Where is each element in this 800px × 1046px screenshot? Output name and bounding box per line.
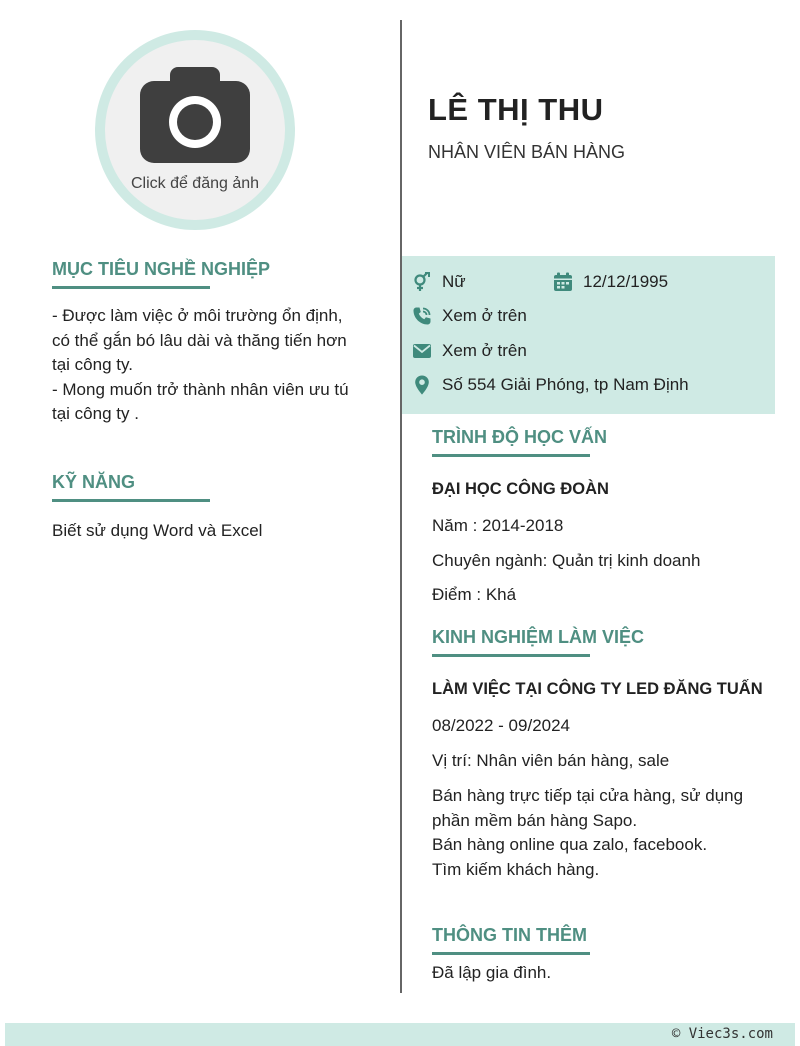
job-title: NHÂN VIÊN BÁN HÀNG xyxy=(428,142,626,162)
avatar[interactable] xyxy=(95,30,295,230)
contact-box xyxy=(402,256,775,414)
education-grade: Điểm : Khá xyxy=(432,585,517,604)
objective-title: MỤC TIÊU NGHỀ NGHIỆP xyxy=(52,259,271,279)
experience-position: Vị trí: Nhân viên bán hàng, sale xyxy=(432,751,670,770)
contact-email xyxy=(412,341,527,361)
phone-value: Xem ở trên xyxy=(442,306,527,325)
footer-bar xyxy=(5,1023,795,1046)
camera-icon xyxy=(140,67,250,163)
experience-description: Bán hàng trực tiếp tại cửa hàng, sử dụng phần mềm bán hàng Sapo. Bán hàng online qua zalo, facebook. Tìm kiếm khách hàng. xyxy=(432,786,744,879)
address-value: Số 554 Giải Phóng, tp Nam Định xyxy=(442,375,689,394)
contact-phone xyxy=(412,306,527,326)
candidate-name: LÊ THỊ THU xyxy=(428,92,604,127)
email-icon xyxy=(412,341,432,361)
experience-rule xyxy=(432,654,590,657)
column-divider xyxy=(400,20,402,993)
experience-company: LÀM VIỆC TẠI CÔNG TY LED ĐĂNG TUẤN xyxy=(432,680,763,698)
gender-icon xyxy=(412,272,432,292)
email-value: Xem ở trên xyxy=(442,341,527,360)
education-years: Năm : 2014-2018 xyxy=(432,516,564,535)
additional-section xyxy=(432,925,777,955)
skills-section xyxy=(52,472,362,544)
skills-rule xyxy=(52,499,210,502)
contact-address xyxy=(412,375,689,395)
gender-value: Nữ xyxy=(442,272,466,291)
education-major: Chuyên ngành: Quản trị kinh doanh xyxy=(432,551,701,570)
skills-text: Biết sử dụng Word và Excel xyxy=(52,521,263,540)
location-icon xyxy=(412,375,432,395)
phone-icon xyxy=(412,306,432,326)
experience-section xyxy=(432,627,777,657)
objective-rule xyxy=(52,286,210,289)
contact-gender xyxy=(412,272,466,292)
objective-text: - Được làm việc ở môi trường ổn định, có thể gắn bó lâu dài và thăng tiến hơn tại công ty. - Mong muốn trở thành nhân viên ưu tú tại công ty . xyxy=(52,306,349,423)
experience-title: KINH NGHIỆM LÀM VIỆC xyxy=(432,627,645,647)
additional-rule xyxy=(432,952,590,955)
upload-photo-label[interactable]: Click để đăng ảnh xyxy=(130,175,260,192)
additional-text: Đã lập gia đình. xyxy=(432,963,552,982)
avatar-placeholder[interactable] xyxy=(105,40,285,220)
education-rule xyxy=(432,454,590,457)
contact-birthdate xyxy=(553,272,668,292)
additional-title: THÔNG TIN THÊM xyxy=(432,925,587,945)
experience-period: 08/2022 - 09/2024 xyxy=(432,716,571,735)
education-title: TRÌNH ĐỘ HỌC VẤN xyxy=(432,427,607,447)
footer-copyright[interactable]: © Viec3s.com xyxy=(671,1026,773,1042)
objective-section xyxy=(52,259,362,427)
education-section xyxy=(432,427,777,457)
skills-title: KỸ NĂNG xyxy=(52,472,136,492)
education-school: ĐẠI HỌC CÔNG ĐOÀN xyxy=(432,480,609,498)
birthdate-value: 12/12/1995 xyxy=(583,272,669,291)
calendar-icon xyxy=(553,272,573,292)
